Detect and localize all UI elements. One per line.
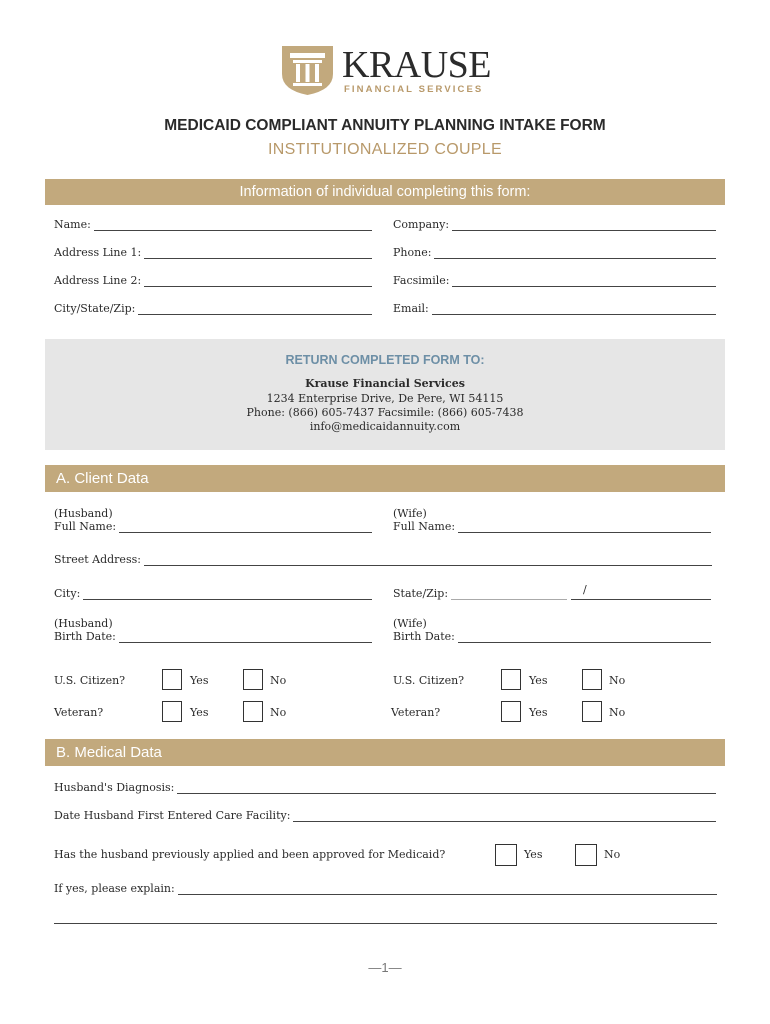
husband-tag: (Husband) xyxy=(54,507,113,520)
husband-citizen-yes-label: Yes xyxy=(190,674,209,687)
medicaid-applied-no-label: No xyxy=(604,848,621,861)
phone-field[interactable]: Phone: xyxy=(393,246,716,259)
explain-field[interactable]: If yes, please explain: xyxy=(54,882,717,895)
date-entered-care-field[interactable]: Date Husband First Entered Care Facility: xyxy=(54,809,716,822)
wife-veteran-no-label: No xyxy=(609,706,626,719)
logo-wordmark: KRAUSE xyxy=(342,44,492,86)
company-field[interactable]: Company: xyxy=(393,218,716,231)
client-data-header: A. Client Data xyxy=(45,465,725,492)
wife-veteran-yes-label: Yes xyxy=(529,706,548,719)
wife-veteran-yes-checkbox[interactable] xyxy=(501,701,521,722)
husband-citizen-no-label: No xyxy=(270,674,287,687)
wife-citizen-yes-checkbox[interactable] xyxy=(501,669,521,690)
address-line-2-field[interactable]: Address Line 2: xyxy=(54,274,372,287)
form-subtitle: INSTITUTIONALIZED COUPLE xyxy=(268,141,502,158)
wife-birth-date-field[interactable]: Birth Date: xyxy=(393,630,711,643)
wife-full-name-field[interactable]: Full Name: xyxy=(393,520,711,533)
city-field[interactable]: City: xyxy=(54,587,372,600)
address-line-1-field[interactable]: Address Line 1: xyxy=(54,246,372,259)
form-title: MEDICAID COMPLIANT ANNUITY PLANNING INTAKE FORM xyxy=(164,117,606,134)
husband-citizen-no-checkbox[interactable] xyxy=(243,669,263,690)
wife-citizen-yes-label: Yes xyxy=(529,674,548,687)
return-company: Krause Financial Services xyxy=(305,377,465,390)
husband-citizen-yes-checkbox[interactable] xyxy=(162,669,182,690)
facsimile-field[interactable]: Facsimile: xyxy=(393,274,716,287)
page-number: —1— xyxy=(368,960,402,975)
husband-veteran-no-label: No xyxy=(270,706,287,719)
return-phone: Phone: (866) 605-7437 Facsimile: (866) 605-7438 xyxy=(246,406,524,419)
explain-continuation-line[interactable] xyxy=(54,923,717,924)
return-email[interactable]: info@medicaidannuity.com xyxy=(309,420,461,433)
company-logo xyxy=(280,44,500,100)
wife-veteran-label: Veteran? xyxy=(391,706,441,719)
medicaid-applied-question: Has the husband previously applied and been approved for Medicaid? xyxy=(54,848,446,861)
husband-veteran-label: Veteran? xyxy=(54,706,104,719)
return-title: RETURN COMPLETED FORM TO: xyxy=(285,353,485,367)
husband-diagnosis-field[interactable]: Husband's Diagnosis: xyxy=(54,781,716,794)
state-zip-field[interactable]: State/Zip: xyxy=(393,587,711,600)
husband-veteran-yes-label: Yes xyxy=(190,706,209,719)
husband-birth-date-field[interactable]: Birth Date: xyxy=(54,630,372,643)
medical-data-header: B. Medical Data xyxy=(45,739,725,766)
husband-veteran-no-checkbox[interactable] xyxy=(243,701,263,722)
return-address: 1234 Enterprise Drive, De Pere, WI 54115 xyxy=(266,392,504,405)
husband-citizen-label: U.S. Citizen? xyxy=(54,674,126,687)
city-state-zip-field[interactable]: City/State/Zip: xyxy=(54,302,372,315)
husband-full-name-field[interactable]: Full Name: xyxy=(54,520,372,533)
logo-subtitle: FINANCIAL SERVICES xyxy=(344,84,484,95)
wife-veteran-no-checkbox[interactable] xyxy=(582,701,602,722)
email-field[interactable]: Email: xyxy=(393,302,716,315)
street-address-field[interactable]: Street Address: xyxy=(54,553,712,566)
husband-veteran-yes-checkbox[interactable] xyxy=(162,701,182,722)
medicaid-applied-yes-checkbox[interactable] xyxy=(495,844,517,866)
medicaid-applied-yes-label: Yes xyxy=(524,848,543,861)
wife-tag-birth: (Wife) xyxy=(393,617,427,630)
name-field[interactable]: Name: xyxy=(54,218,372,231)
completer-section-header: Information of individual completing this form: xyxy=(45,179,725,205)
wife-citizen-no-label: No xyxy=(609,674,626,687)
return-info-box xyxy=(45,339,725,450)
medicaid-applied-no-checkbox[interactable] xyxy=(575,844,597,866)
state-zip-separator: / xyxy=(583,583,587,596)
wife-citizen-no-checkbox[interactable] xyxy=(582,669,602,690)
column-pillar-icon xyxy=(280,44,335,96)
wife-tag: (Wife) xyxy=(393,507,427,520)
husband-tag-birth: (Husband) xyxy=(54,617,113,630)
wife-citizen-label: U.S. Citizen? xyxy=(393,674,465,687)
